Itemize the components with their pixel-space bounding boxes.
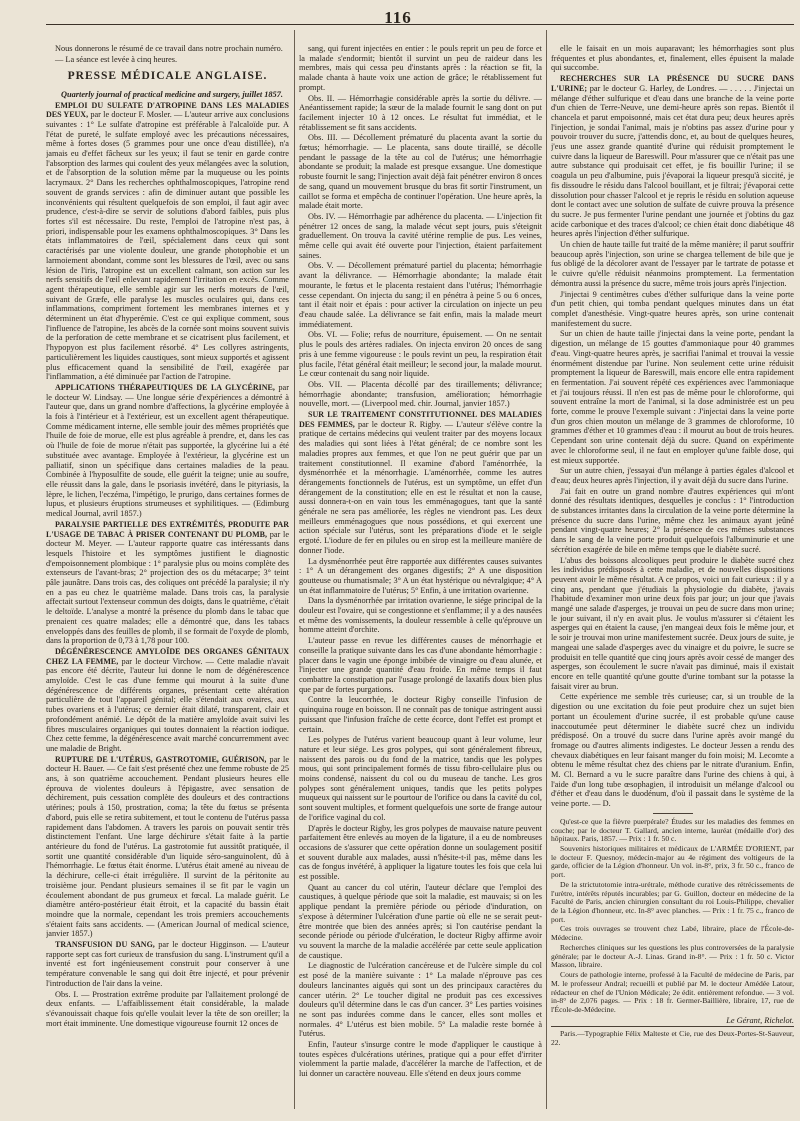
- paragraph: Dans la dysménorrhée par irritation ovarienne, le siége principal de la douleur est l'ovaire, qui se congestionne et s'enflamme; il y a des nausées et même des vomissements, la douleur ressemble à celle qu'éprouve un homme atteint d'orchite.: [299, 596, 542, 635]
- notice-2: Souvenirs historiques militaires et médicaux de L'ARMÉE D'ORIENT, par le docteur F. Quesnoy, médecin-major au 4e régiment des voltigeurs de la garde, officier de la Légion d'honneur. Un vol. in-8°, prix, 3 fr. 50 c., franco de port.: [551, 844, 794, 880]
- paragraph: L'abus des boissons alcooliques peut produire le diabète sucré chez les individus prédisposés à cette maladie, et de nouvelles dispositions peuvent avoir le même résultat. A ce propos, voici un fait curieux : il y a cinq ans, pendant que j'étudiais la physiologie du diabète, j'avais l'habitude d'examiner mon urine deux fois par jour; un jour que j'avais mangé une salade d'asperges, je trouvai un peu de sucre dans mon urine; le jour suivant, il n'y en avait plus. Je voulus m'assurer si c'étaient les asperges qui en étaient la cause, j'en mangeai deux fois le même jour, et le soir je trouvai mon urine manifestement sucrée. Deux jours de suite, je mangeai une salade d'asperges avec du vinaigre et du poivre, le sucre se produisit en telle quantité que cinq jours après avoir cessé de manger des asperges, son écoulement le sucre n'avait pas diminué, mais il existait encore en telle quantité qu'une goutte d'urine tombant sur la potasse la faisait virer au brun.: [551, 555, 794, 691]
- header-rule: [46, 24, 794, 25]
- section-title: PRESSE MÉDICALE ANGLAISE.: [67, 70, 268, 83]
- notice-3: De la strictutotomie intra-urétrale, méthode curative des rétrécissements de l'urètre, intérêts réputés incurables; par G. Guillon, docteur en médecine de la Faculté de Paris, ancien chirurgien consultant du roi Louis-Philippe, chevalier de la Légion d'honneur, etc. In-8° avec planches. — Prix : 1 fr. 75 c., franco de port.: [551, 879, 794, 924]
- obs-2: Obs. II. — Hémorrhagie considérable après la sortie du délivre. — Anéantissement rapide; la sœur de la malade fournit le sang dont on put facilement injecter 10 à 12 onces. Le résultat fut immédiat, et le rétablissement se fit sans accidents.: [299, 93, 542, 132]
- printer-line: Paris.—Typographie Félix Malteste et Cie, rue des Deux-Portes-St-Sauveur, 22.: [551, 1026, 794, 1048]
- paragraph: D'après le docteur Rigby, les gros polypes de mauvaise nature peuvent parfaitement être enlevés au moyen de la ligature, il a eu de nombreuses occasions de s'assurer que cette opération donne un soulagement positif et souvent durable aux malades, aussi n'hésite-t-il pas, même dans les cas de fongus invétéré, à appliquer la ligature toutes les fois que cela lui est possible.: [299, 823, 542, 882]
- article-atropine: EMPLOI DU SULFATE D'ATROPINE DANS LES MALADIES DES YEUX, par le docteur F. Mosler. — L'auteur arrive aux conclusions suivantes : 1° Le sulfate d'atropine est préférable à l'alcaloïde pur. A l'état de pureté, le sulfate employé avec les précautions nécessaires, même à fortes doses (5 grammes pour une once d'eau distillée), n'a jamais eu d'effet fâcheux sur les yeux; il faut se tenir en garde contre l'absorption des larmes qui coulent des yeux mélangées avec la solution, et de l'absorption de la solution même par la muqueuse ou les points lacrymaux. 2° Dans les recherches ophthalmoscopiques, l'atropine rend souvent de grands services : afin de diminuer autant que possible les inconvénients qui résultent quelquefois de son emploi, il faut agir avec prudence, c'est-à-dire se servir de solutions d'abord faibles, puis plus fortes s'il est nécessaire. Du reste, l'emploi de l'atropine n'est pas, à priori, indispensable pour les examens ophthalmoscopiques. 3° Dans les états inflammatoires de l'œil, spécialement dans ceux qui sont caractérisés par une violente douleur, une grande photophobie et un larmoiement abondant, comme sont les blessures de l'œil, avec ou sans lésion de l'iris, l'atropine est un excellent calmant, son action sur les nerfs sensitifs de l'œil enlevant rapidement l'irritation en excès. Comme agent thérapeutique, elle semble agir sur les nerfs moteurs de l'œil, suivant de Græfe, elle paralyse les muscles oculaires qui, dans ces inflammations, compriment fortement les membranes internes et y déterminent un état d'hyperémie. C'est ce qui explique comment, sous l'influence de l'atropine, les abcès de la cornée sont moins souvent suivis de la perforation de cette membrane et se cicatrisent plus facilement, et l'hypopyon est plus facilement résorbé. 4° Les collyres astringents, particulièrement les liquides caustiques, sont mieux supportés et agissent plus efficacement quand la sensibilité de l'œil, exagérée par l'inflammation, a été diminuée par l'action de l'atropine.: [46, 100, 289, 382]
- paragraph: Les polypes de l'utérus varient beaucoup quant à leur volume, leur nature et leur siége. Les gros polypes, qui sont généralement fibreux, naissent des parois ou du fond de la matrice, tandis que les polypes mous, qui sont principalement formés de tissu fibro-cellulaire plus ou moins condensé, naissent du col ou du museau de tanche. Les gros polypes sont généralement uniques, tandis que les petits polypes muqueux qui naissent sur le pourtour de l'orifice ou dans la cavité du col, sont souvent multiples, et forment quelquefois une sorte de frange autour de l'orifice vaginal du col.: [299, 735, 542, 822]
- paragraph: elle le faisait en un mois auparavant; les hémorrhagies sont plus fréquentes et plus abondantes, et, finalement, elles épuisent la malade qui succombe.: [551, 44, 794, 73]
- obs-3: Obs. III. — Décollement prématuré du placenta avant la sortie du fœtus; hémorrhagie. — Le placenta, sans doute tiraillé, se décolle pendant le passage de la tête au col de l'utérus; une hémorrhagie abondante se produit; la malade est presque exsangue. Une domestique robuste fournit le sang; l'injection avait déjà fait pénétrer environ 8 onces de sang, quand un mouvement brusque du bras fit sortir l'instrument, un caillot se forma et empêcha de continuer l'opération. Une heure après, la malade était morte.: [299, 133, 542, 211]
- paragraph: Enfin, l'auteur s'insurge contre le mode d'appliquer le caustique à toutes espèces d'ulcérations utérines, pratique qui a pour effet d'irriter violemment la partie malade, d'accélérer la marche de l'affection, et de lui donner un caractère nouveau. Elle s'étend en deux jours comme: [299, 1040, 542, 1079]
- notice-6: Cours de pathologie interne, professé à la Faculté de médecine de Paris, par M. le professeur Andral; recueilli et publié par M. le docteur Amédée Latour, rédacteur en chef de l'Union Médicale; 2e édit. entièrement refondue. — 3 vol. in-8° de 2,076 pages. — Prix : 18 fr. Germer-Baillière, libraire, 17, rue de l'École-de-Médecine.: [551, 970, 794, 1014]
- paragraph: J'ai fait en outre un grand nombre d'autres expériences qui m'ont donné des résultats identiques, desquelles je conclus : 1° l'introduction de substances irritantes dans la circulation de la veine porte détermine la présence du sucre dans l'urine, même chez les animaux ayant jeûné pendant vingt-quatre heures; 2° la présence de ces mêmes substances dans le sang de la veine porte produit quelquefois l'albuminurie et une sécrétion exagérée de bile en même temps que le diabète sucré.: [551, 486, 794, 554]
- notice-4: Ces trois ouvrages se trouvent chez Labé, libraire, place de l'École-de-Médecine.: [551, 924, 794, 943]
- signature: Le Gérant, Richelot.: [726, 1015, 794, 1025]
- column-1: [46, 44, 289, 1112]
- paragraph: Sur un autre chien, j'essayai d'un mélange à parties égales d'alcool et d'eau; deux heures après l'injection, il y avait déjà du sucre dans l'urine.: [551, 466, 794, 485]
- article-transfusion: TRANSFUSION DU SANG, par le docteur Higginson. — L'auteur rapporte sept cas fort curieux de transfusion du sang. L'instrument qu'il a inventé est fort ingénieusement construit pour conserver à une température convenable le sang qui doit être injecté, et pour prévenir l'introduction de l'air dans la veine.: [46, 940, 289, 988]
- paragraph: Un chien de haute taille fut traité de la même manière; il parut souffrir beaucoup après l'injection, son urine se chargea tellement de bile que je fus obligé de la décolorer avant de l'essayer par le tartrate de potasse et le cuivre qu'elle réduisit néanmoins promptement. La fermentation démontra aussi la présence du sucre, même trois jours après l'injection.: [551, 240, 794, 288]
- article-amyloide: DÉGÉNÉRESCENCE AMYLOÏDE DES ORGANES GÉNITAUX CHEZ LA FEMME, par le docteur Virchow. — Cette maladie n'avait pas encore été décrite, l'auteur lui donne le nom de dégénérescence amyloïde. C'est le cas d'une femme qui mourut à la suite d'une dégénérescence de différents organes, présentant cette altération particulière de tout l'appareil génital; elle s'étendait aux ovaires, aux tubes ovariens et à l'utérus; ce dernier était dilaté, transparent, clair et profondément anémié. Le dépôt de la matière amyloïde avait suivi les fibres musculaires organiques qui toutes donnaient la réaction iodique. Chez cette femme, la dégénérescence avait marché concurremment avec une maladie de Bright.: [46, 646, 289, 753]
- paragraph: Cette expérience me semble très curieuse; car, si un trouble de la digestion ou une excitation du foie peut produire chez un sujet bien portant un écoulement d'urine sucrée, il est probable qu'une cause inaccoutumée peut déterminer le diabète sucré chez un individu prédisposé. On a trouvé du sucre dans l'urine après avoir mangé du fromage ou d'autres aliments indigestes. Le docteur Jessen a rendu des chevaux diabétiques en leur faisant manger du foin moisi; M. Lecomte a obtenu le même résultat chez des chiens par le nitrate d'uranium. Enfin, M. Cl. Bernard a vu le sucre paraître dans l'urine des chiens à qui, à l'aide d'un long tube œsophagien, il introduisit un mélange d'alcool ou d'éther et d'eau dans le duodénum, d'où il passait dans le système de la veine porte. — D.: [551, 692, 794, 809]
- intro-text: Nous donnerons le résumé de ce travail dans notre prochain numéro.: [55, 44, 283, 53]
- paragraph: J'injectai 9 centimètres cubes d'éther sulfurique dans la veine porte d'un petit chien, qui tomba pendant quelques minutes dans un état complet d'anesthésie. Vingt-quatre heures après, son urine contenait manifestement du sucre.: [551, 289, 794, 328]
- column-divider-2: [546, 30, 547, 1109]
- notice-5: Recherches cliniques sur les questions les plus controversées de la paralysie générale; par le docteur A.-J. Linas. Grand in-8°. — Prix : 1 fr. 50 c. Victor Masson, libraire.: [551, 942, 794, 970]
- article-paralysie: PARALYSIE PARTIELLE DES EXTRÉMITÉS, PRODUITE PAR L'USAGE DE TABAC À PRISER CONTENANT DU PLOMB, par le docteur M. Meyer. — L'auteur rapporte quatre cas intéressants dans lesquels l'histoire et les symptômes justifient le diagnostic d'empoisonnement plombique : 1° paralysie plus ou moins complète des extenseurs de l'avant-bras; 2° projection des os du métacarpe; 3° teint pâle jaunâtre. Dans trois cas, des coliques ont précédé la paralysie; il n'y en a pas eu chez le quatrième malade. Dans trois cas, la paralysie affectait surtout l'extenseur commun des doigts, dans le quatrième, c'était le deltoïde. L'analyse a montré la présence du plomb dans le tabac que prenaient ces quatre malades; elle a démontré que, dans les tabacs enveloppés dans des feuilles de plomb, il se formait de l'oxyde de plomb, dans la proportion de 0,73 à 1,78 pour 100.: [46, 519, 289, 646]
- obs-6: Obs. VI. — Folie; refus de nourriture, épuisement. — On ne sentait plus le pouls des artères radiales. On injecta environ 20 onces de sang pris à une femme vigoureuse : le pouls revint un peu, la respiration était plus facile, l'état général était meilleur; le second jour, la malade mourut. Le cœur contenait du sang noir liquide.: [299, 330, 542, 379]
- journal-name: Quarterly journal of practical medicine and surgery, juillet 1857.: [61, 89, 283, 99]
- separator: [653, 813, 693, 814]
- page-number: 116: [384, 8, 412, 27]
- obs-4: Obs. IV. — Hémorrhagie par adhérence du placenta. — L'injection fit pénétrer 12 onces de sang, la malade vécut sept jours, puis s'éteignit graduellement. On trouva la cavité utérine remplie de pus. Les veines, même celle qui avait été ouverte pour l'injection, étaient parfaitement saines.: [299, 211, 542, 260]
- column-2: [299, 44, 542, 1112]
- paragraph: L'auteur passe en revue les différentes causes de ménorrhagie et conseille la pratique suivante dans les cas d'une abondante hémorrhagie : placer dans le vagin une éponge imbibée de vinaigre ou d'eau alunée, et l'injecter une grande quantité d'eau froide. En même temps il faut combattre la constipation par l'usage prolongé de laxatifs doux bien plus que par de fortes purgations.: [299, 636, 542, 694]
- paragraph: Sur un chien de haute taille j'injectai dans la veine porte, pendant la digestion, un mélange de 15 gouttes d'ammoniaque pour 40 grammes d'eau. Vingt-quatre heures après, je sacrifiai l'animal et trouvai la vessie énormément distendue par l'urine. Non seulement cette urine réduisit promptement la liqueur de Bareswill, mais encore elle entra rapidement en fermentation. J'ai souvent répété ces expériences avec l'ammoniaque et j'ai toujours réussi. Il n'en est pas de même pour le chloroforme, qui souvent entraîne la mort de l'animal, si la dose administrée est un peu forte, comme le prouve l'exemple suivant : J'injectai dans la veine porte d'un gros chien mouton un mélange de 3 grammes de chloroforme, 10 grammes d'éther et 10 grammes d'eau : il mourut au bout de trois heures. Cependant son urine contenait déjà du sucre. Quand on expérimente avec le chloroforme seul, il ne faut en employer qu'une faible dose, qui est mieux supportée.: [551, 329, 794, 465]
- column-divider-1: [294, 30, 295, 1109]
- paragraph: Contre la leucorrhée, le docteur Rigby conseille l'infusion de quinquina rouge en boisson. Il ne connaît pas de tonique astringent aussi puissant que l'infusion fraîche de cette écorce, dont l'effet est prompt et certain.: [299, 695, 542, 734]
- paragraph: Le diagnostic de l'ulcération cancéreuse et de l'ulcère simple du col est posé de la manière suivante : 1° La malade n'éprouve pas ces douleurs lancinantes aiguës qui sont un des principaux caractères du cancer utérin. 2° Le toucher digital ne produit pas ces excessives douleurs qu'il détermine dans le cas d'un cancer. 3° Les parties voisines ne sont pas indurées comme dans le cancer, elles sont molles et normales. 4° L'utérus est bien mobile. 5° La maladie reste bornée à l'utérus.: [299, 961, 542, 1039]
- paragraph: La dysménorrhée peut être rapportée aux différentes causes suivantes : 1° A un dérangement des organes digestifs; 2° A une disposition goutteuse ou rhumatismale; 3° A un état hystérique ou névralgique; 4° A un état inflammatoire de l'utérus; 5° Enfin, à une irritation ovarienne.: [299, 556, 542, 595]
- paragraph: Quant au cancer du col utérin, l'auteur déclare que l'emploi des caustiques, à quelque période que soit la maladie, est mauvais; si on les applique pendant la première période ou période d'induration, on s'expose à déterminer l'ulcération d'une partie où elle ne se serait peut-être montrée que bien des années après; si l'on cautérise pendant la seconde période ou période d'ulcération, le docteur Rigby affirme avoir vu souvent la marche de la maladie accélérée par cette seule application de caustique.: [299, 882, 542, 960]
- obs-1: Obs. I. — Prostration extrême produite par l'allaitement prolongé de deux enfants. — L'affaiblissement était considérable, la malade s'évanouissait chaque fois qu'elle voulait lever la tête de son oreiller; la mort était imminente. Une domestique vigoureuse fournit 12 onces de: [46, 989, 289, 1028]
- obs-7: Obs. VII. — Placenta décollé par des tiraillements; délivrance; hémorrhagie abondante; transfusion, amélioration; hémorrhagie nouvelle, mort. — (Liverpool med. chir. Journal, janvier 1857.): [299, 379, 542, 409]
- article-rupture: RUPTURE DE L'UTÉRUS, GASTROTOMIE, GUÉRISON, par le docteur H. Bauer. — Ce fait s'est présenté chez une femme robuste de 25 ans, à son quatrième accouchement. Pendant plusieurs heures elle éprouva de violentes douleurs à l'épigastre, avec sensation de déchirement, puis cessation complète des douleurs et des contractions utérines; pouls à 150, prostration, coma; la tête du fœtus se présenta d'abord, puis elle se retira subitement, et tout le contenu de l'utérus passa rapidement dans l'abdomen. A travers les parois on pouvait sentir très distinctement l'enfant. Une large déchirure s'était faite à la partie antérieure du fond de l'utérus. La gastrotomie fut aussitôt pratiquée, il sortit une quantité considérable d'un liquide séro-sanguinolent, dû à l'hémorrhagie. Le fœtus était énorme. L'utérus était amené au niveau de la déchirure, celle-ci était irrégulière. Il survint de la péritonite au troisième jour. Pendant plusieurs semaines il se fit par le vagin un écoulement abondant de pus grumeux et fœcal. La malade guérit. Le diamètre antéro-postérieur était étroit, et la capacité du bassin était moindre que la normale, cependant les trois premiers accouchements s'étaient faits sans accidents. — (American Journal of medical science, janvier 1857.): [46, 754, 289, 939]
- closing-text: — La séance est levée à cinq heures.: [55, 54, 178, 64]
- obs-1-cont: sang, qui furent injectées en entier : le pouls reprit un peu de force et la malade s'endormit; bientôt il survint un peu de raideur dans les membres, mais qui cessa peu d'instants après : la réaction se fit, la malade chanta à haute voix une action de grâce; le rétablissement fut prompt.: [299, 44, 542, 92]
- obs-5: Obs. V. — Décollement prématuré partiel du placenta; hémorrhagie avant la délivrance. — Hémorrhagie abondante; la malade était mourante, le fœtus et le placenta restaient dans l'utérus; l'hémorrhagie cesse cependant. On injecta du sang; il en pénétra à peine 5 ou 6 onces, tant il était noir et épais : pour activer la circulation on injecte un peu d'eau chaude salée. La délivrance se fait enfin, mais la malade meurt immédiatement.: [299, 261, 542, 329]
- article-traitement: SUR LE TRAITEMENT CONSTITUTIONNEL DES MALADIES DES FEMMES, par le docteur R. Rigby. — L'auteur s'élève contre la pratique de certains médecins qui veulent traiter par des moyens locaux des maladies qui sont liées à l'état général; de ce nombre sont les maladies propres aux femmes, et que l'on ne peut guérir que par un traitement constitutionnel. Il examine d'abord l'aménorrhée, la dysménorrhée et la ménorrhagie. L'aménorrhée, comme les autres dérangements fonctionnels de l'utérus, est un symptôme, un effet d'un dérangement de la constitution; elle en est le résultat et non la cause, aussi donnera-t-on en vain tous les emménagogues, tant que la santé générale ne sera pas améliorée, les règles ne viendront pas. Les deux meilleurs emménagogues que nous possédions, et qui exercent une action spéciale sur l'utérus, sont les préparations d'iode et le seigle ergoté. L'iodure de fer en pilules ou en sirop est la meilleure manière de donner l'iode.: [299, 410, 542, 555]
- column-3: [551, 44, 794, 1112]
- notice-1: Qu'est-ce que la fièvre puerpérale? Études sur les maladies des femmes en couche; par le docteur T. Gallard, ancien interne, lauréat (médaille d'or) des hôpitaux. Paris, 1857. — Prix : 1 fr. 50 c.: [551, 816, 794, 844]
- article-sucre-urine: RECHERCHES SUR LA PRÉSENCE DU SUCRE DANS L'URINE; par le docteur G. Harley, de Londres. — . . . . . J'injectai un mélange d'éther sulfurique et d'eau dans une branche de la veine porte d'un chien de Terre-Neuve, une demi-heure après son repas. Bientôt il chancela et parut empoisonné, mais cet état dura peu; deux heures après l'injection, je sondai l'animal, mais je n'obtins pas assez d'urine pour y pouvoir trouver du sucre, j'attendis donc, et, au bout de quelques heures, j'eus une assez grande quantité d'urine qui réduisit promptement le cuivre dans la liqueur de Bareswill. Pour m'assurer que ce n'était pas une autre substance qui produisait cet effet, je fis bouillir l'urine; il se coagula un peu d'albumine, puis j'évaporai la liqueur presqu'à siccité, je fis dissoudre le résidu dans l'alcool bouillant, et je filtrai; j'évaporai cette dissolution pour chasser l'alcool et je repris le résidu en solution aqueuse dont le contact avec une solution de sulfate de cuivre prouva la présence du sucre. Je pus fermenter l'urine pendant une journée et j'obtins du gaz acide carbonique et des traces d'alcool; ce chien était donc diabétique 48 heures après l'injection d'éther sulfurique.: [551, 74, 794, 239]
- article-glycerine: APPLICATIONS THÉRAPEUTIQUES DE LA GLYCÉRINE, par le docteur W. Lindsay. — Une longue série d'expériences a démontré à l'auteur que, dans un grand nombre d'affections, la glycérine employée à la fois à l'intérieur et à l'extérieur, est un excellent agent thérapeutique. Comme médicament interne, elle semble jouir des mêmes propriétés que l'huile de foie de morue, elle est plus agréable à prendre, et, dans les cas où l'huile de foie de morue n'était pas supportée, la glycérine lui a été substituée avec avantage. Employée à l'extérieur, la glycérine est un palliatif, sinon un spécifique dans certaines maladies de la peau. Combinée à l'hyposulfite de soude, elle guérit la teigne; unie au soufre, elle réussit dans la gale, dans le psoriasis invétéré, dans le pityriasis, la lèpre, le lichen, l'eczéma, l'impétigo, le prurigo, dans certaines formes de lupus, et plusieurs éruptions strumeuses et syphilitiques. — (Edimburg medical Journal, avril 1857.): [46, 382, 289, 519]
